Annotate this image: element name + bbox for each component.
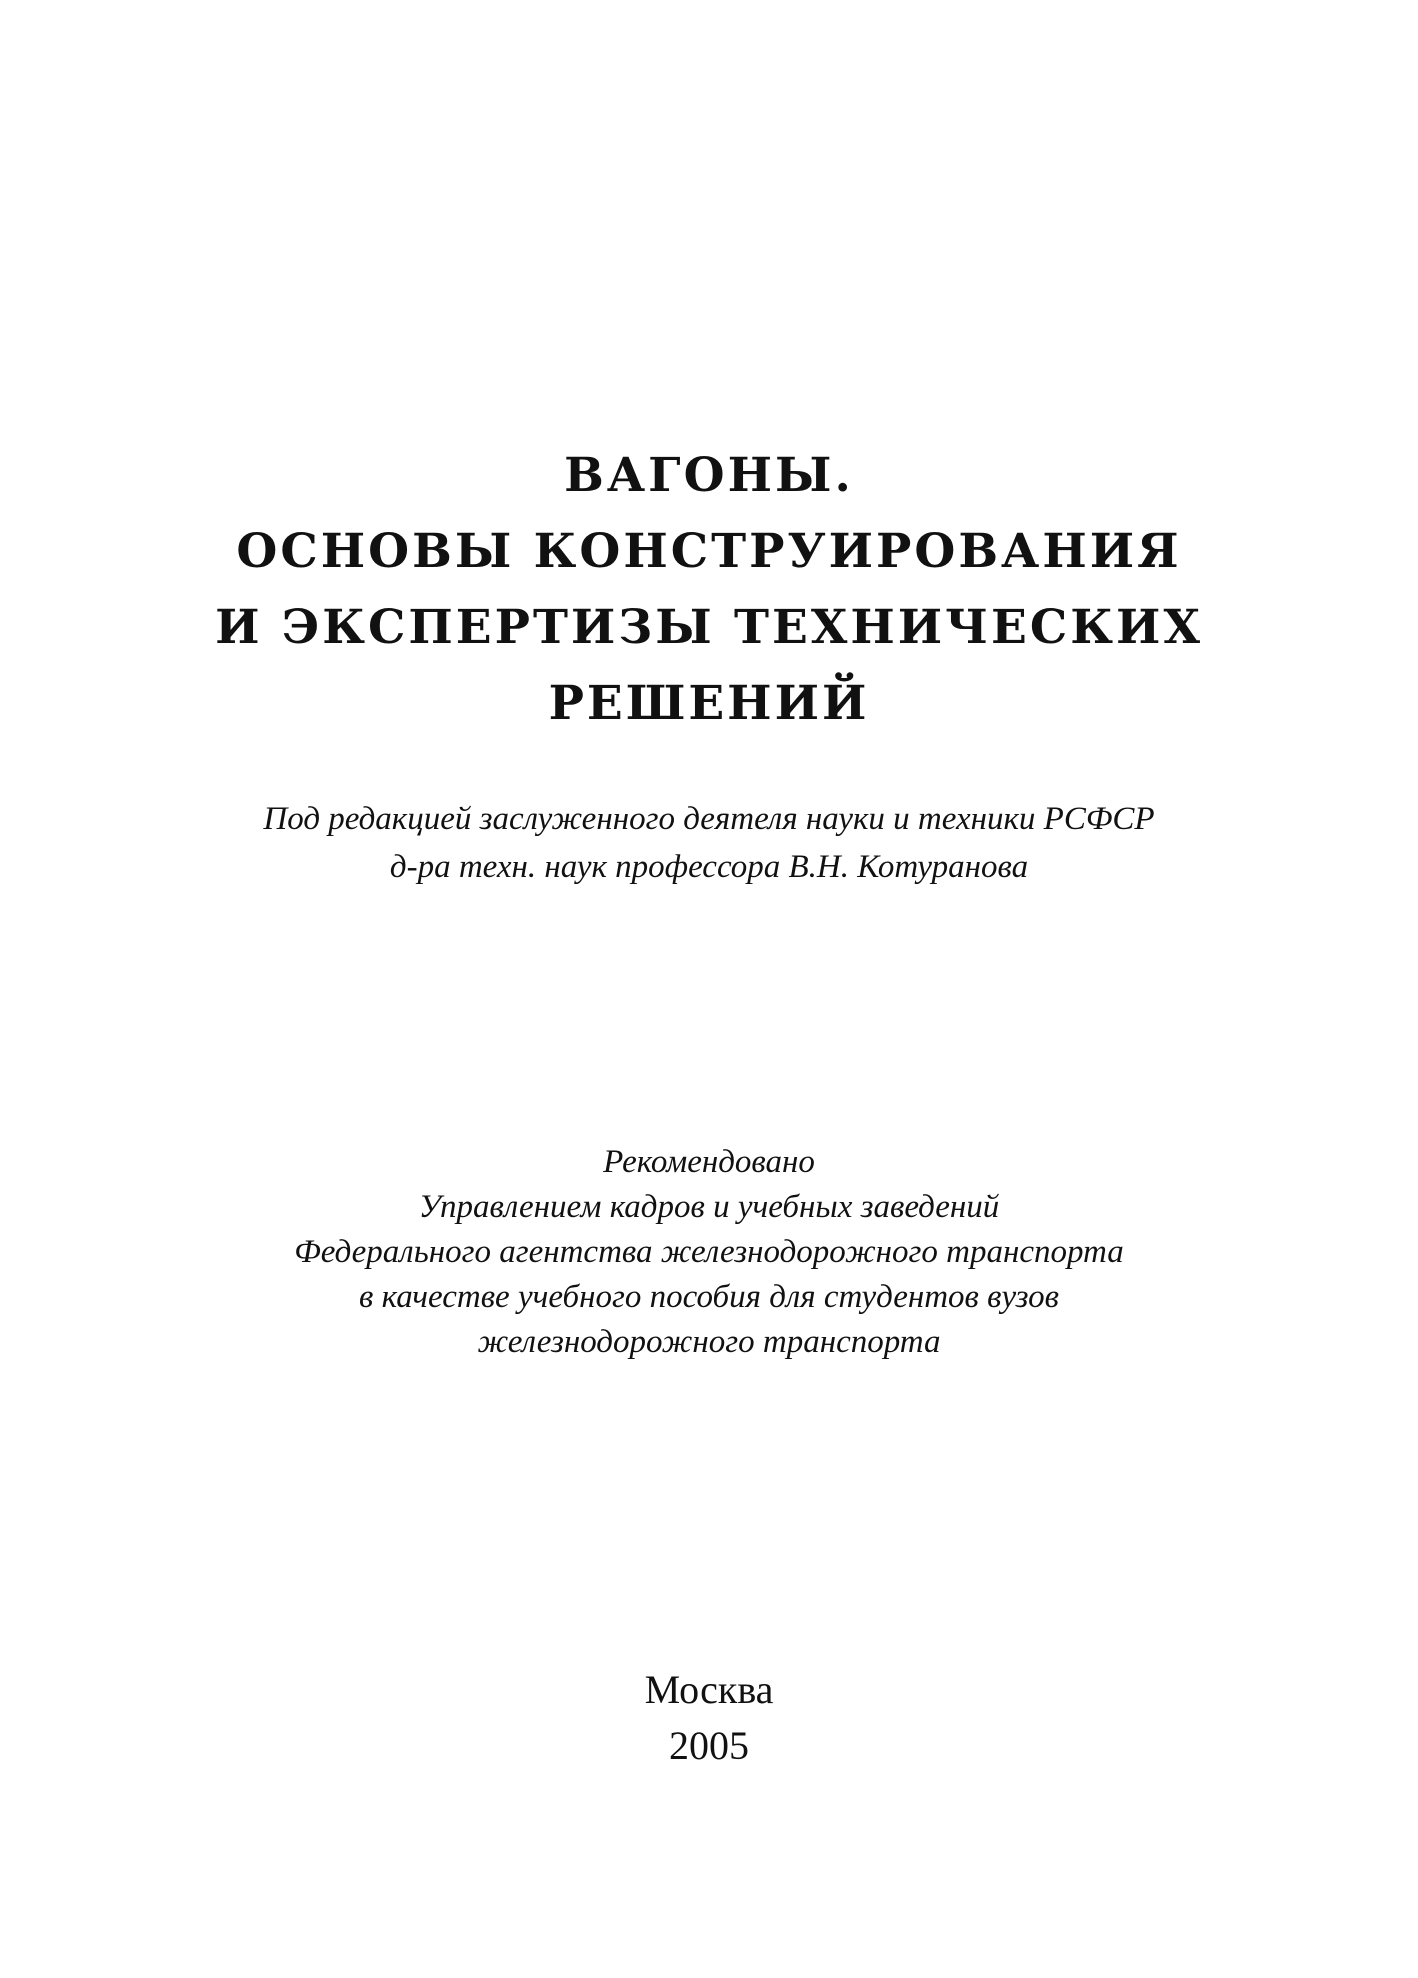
book-title-line-2: ОСНОВЫ КОНСТРУИРОВАНИЯ: [236, 524, 1182, 579]
recommendation-line-5: железнодорожного транспорта: [477, 1324, 941, 1360]
book-title-line-3: И ЭКСПЕРТИЗЫ ТЕХНИЧЕСКИХ: [215, 600, 1203, 655]
recommendation-line-1: Рекомендовано: [603, 1144, 815, 1180]
editor-note-line-2: д-ра техн. наук профессора В.Н. Котуранова: [389, 849, 1029, 885]
recommendation-line-4: в качестве учебного пособия для студентов вузов: [359, 1279, 1059, 1315]
editor-note-line-1: Под редакцией заслуженного деятеля науки и техники РСФСР: [263, 801, 1155, 837]
recommendation-line-3: Федерального агентства железнодорожного транспорта: [294, 1234, 1124, 1270]
imprint: [0, 1662, 1418, 1774]
book-title-line-1: ВАГОНЫ.: [564, 448, 854, 503]
book-title-line-4: РЕШЕНИЙ: [548, 676, 870, 731]
imprint-city: Москва: [644, 1667, 774, 1712]
editor-note: [0, 795, 1418, 891]
imprint-year: 2005: [669, 1723, 749, 1768]
book-title: [0, 438, 1418, 742]
recommendation-line-2: Управлением кадров и учебных заведений: [418, 1189, 1000, 1225]
recommendation-note: [0, 1140, 1418, 1365]
